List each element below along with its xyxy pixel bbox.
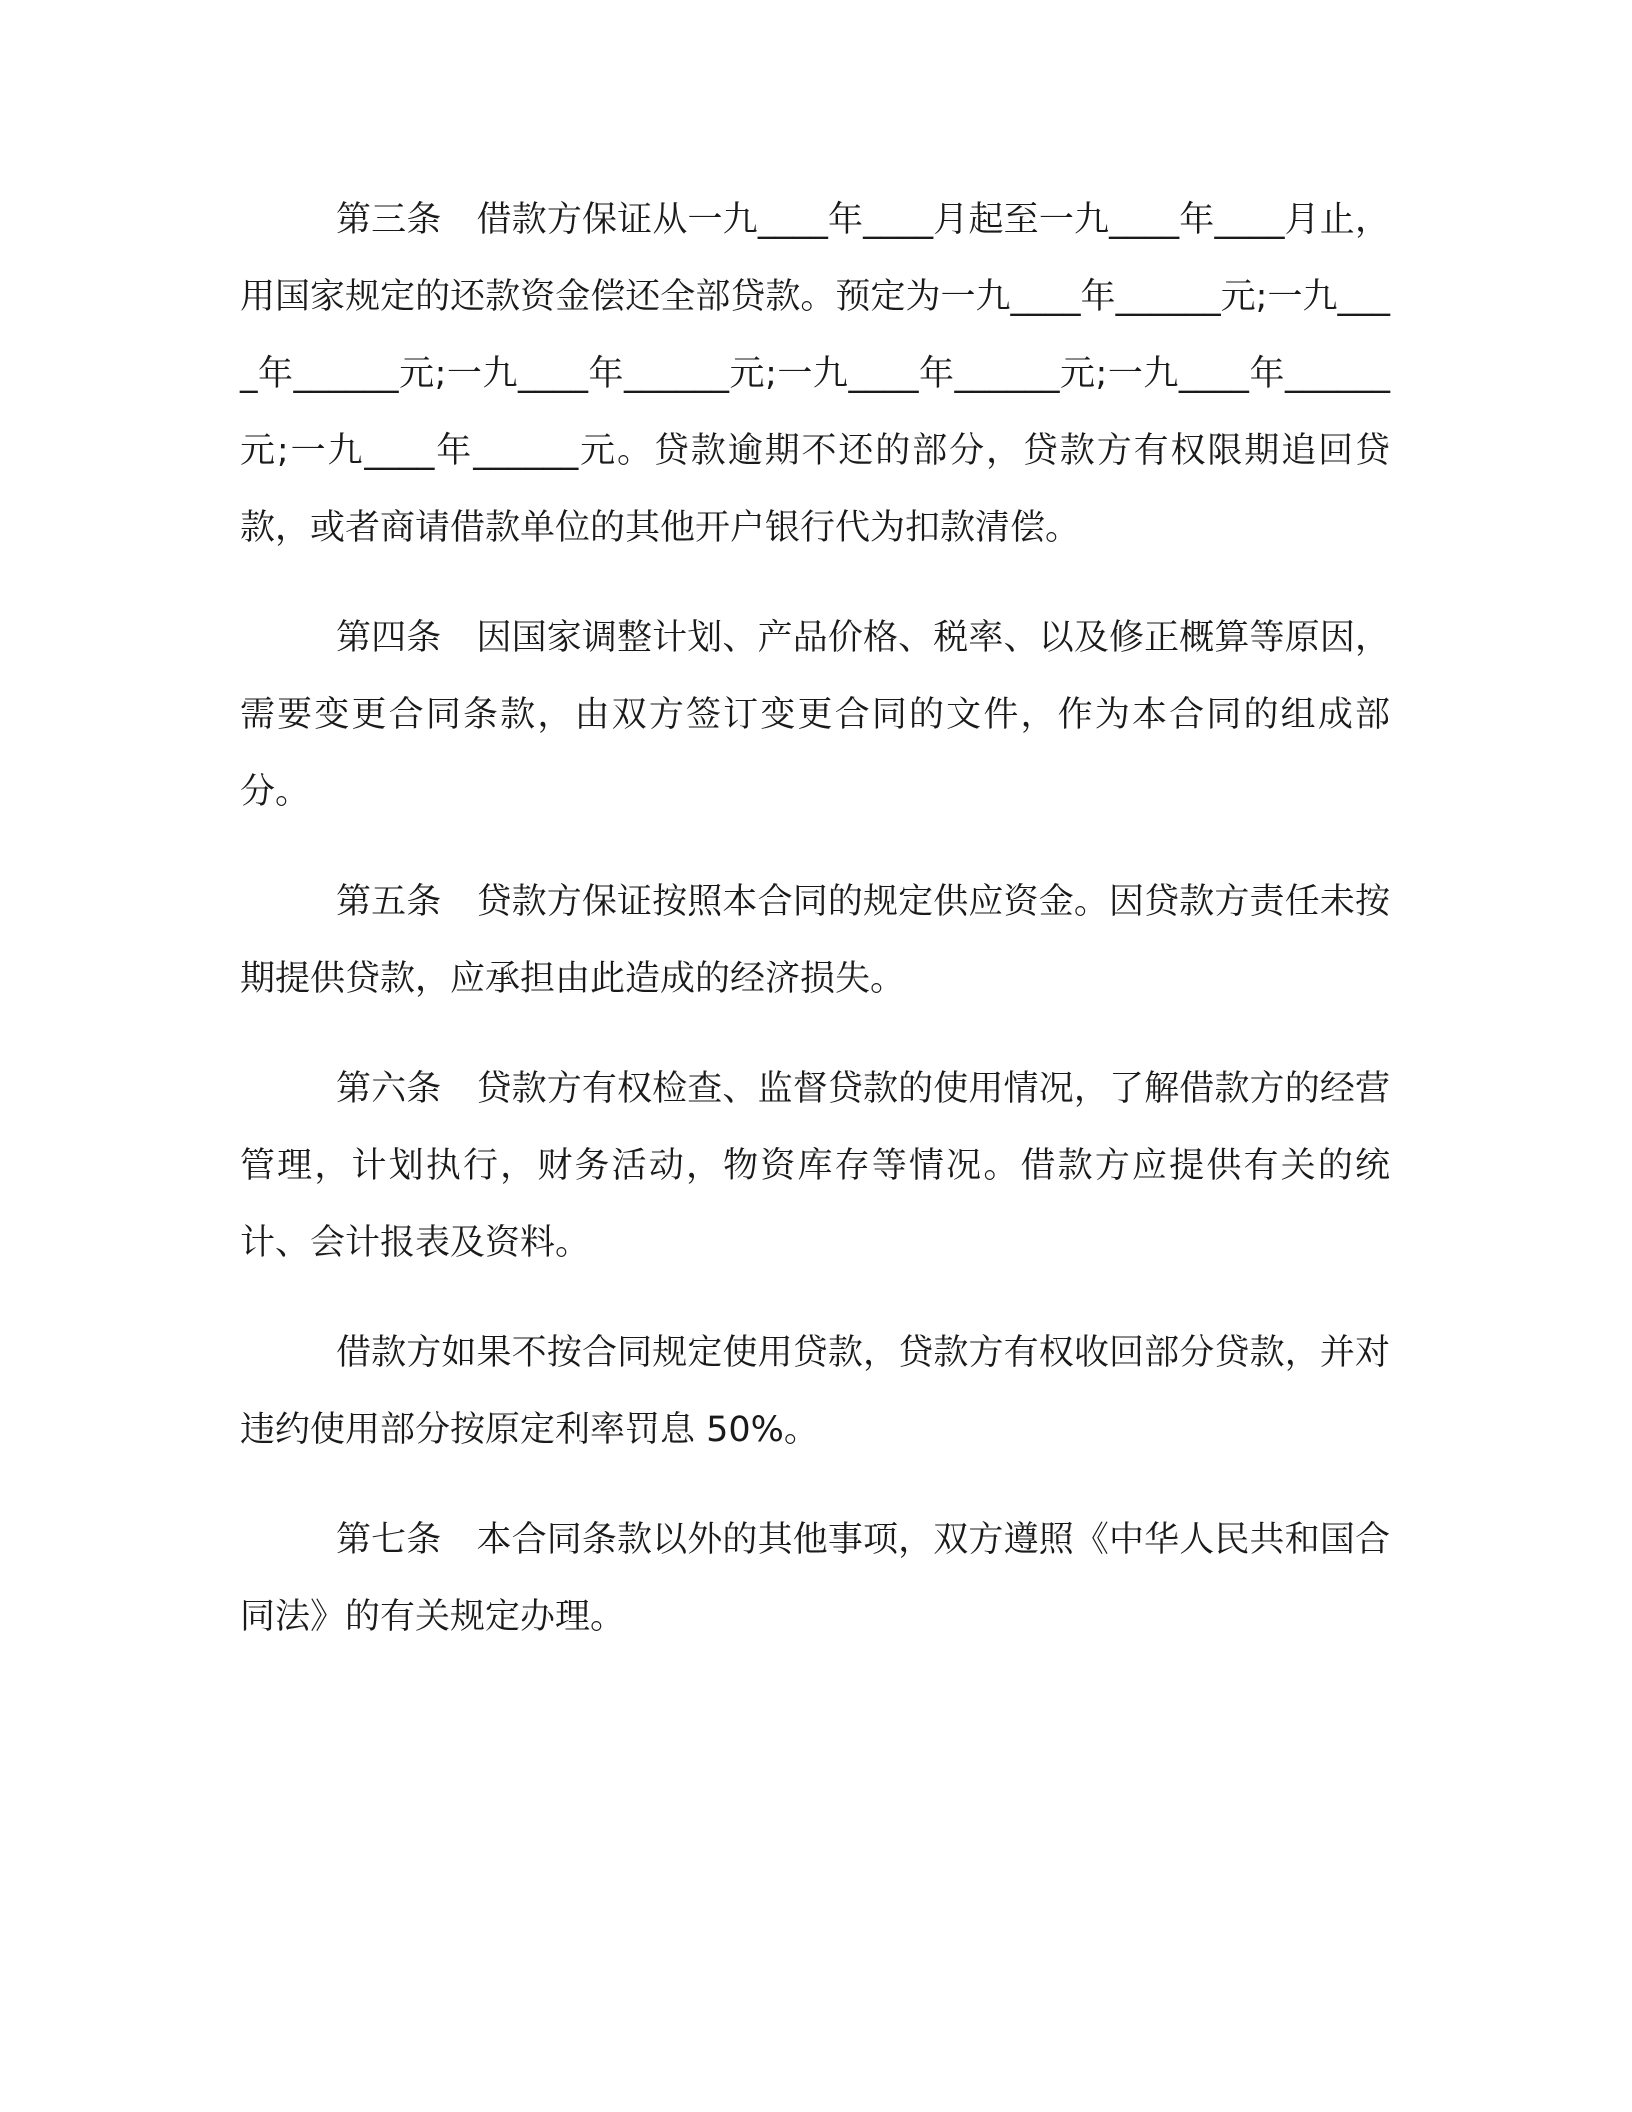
article-5-label: 第五条	[336, 882, 442, 922]
article-3-paragraph	[240, 182, 1390, 567]
article-6-text: 贷款方有权检查、监督贷款的使用情况，了解借款方的经营管理，计划执行，财务活动，物资库存等情况。借款方应提供有关的统计、会计报表及资料。	[240, 1069, 1390, 1263]
article-7-text: 本合同条款以外的其他事项，双方遵照《中华人民共和国合同法》的有关规定办理。	[240, 1520, 1390, 1637]
article-6-label: 第六条	[336, 1069, 442, 1109]
contract-body	[240, 182, 1390, 1689]
penalty-paragraph	[240, 1315, 1390, 1469]
article-3-label: 第三条	[336, 200, 442, 240]
article-7-paragraph	[240, 1502, 1390, 1656]
article-6-paragraph	[240, 1051, 1390, 1282]
penalty-text: 借款方如果不按合同规定使用贷款，贷款方有权收回部分贷款，并对违约使用部分按原定利率罚息 50%。	[240, 1333, 1390, 1450]
article-7-label: 第七条	[336, 1520, 442, 1560]
article-3-text: 借款方保证从一九____年____月起至一九____年____月止，用国家规定的还款资金偿还全部贷款。预定为一九____年______元;一九____年______元;一九____年______元;一九____年______元;一九____年______元;一九____年______元。贷款逾期不还的部分，贷款方有权限期追回贷款，或者商请借款单位的其他开户银行代为扣款清偿。	[240, 200, 1390, 548]
article-4-text: 因国家调整计划、产品价格、税率、以及修正概算等原因，需要变更合同条款，由双方签订变更合同的文件，作为本合同的组成部分。	[240, 618, 1390, 812]
article-4-label: 第四条	[336, 618, 442, 658]
article-5-paragraph	[240, 864, 1390, 1018]
article-5-text: 贷款方保证按照本合同的规定供应资金。因贷款方责任未按期提供贷款，应承担由此造成的经济损失。	[240, 882, 1390, 999]
article-4-paragraph	[240, 600, 1390, 831]
